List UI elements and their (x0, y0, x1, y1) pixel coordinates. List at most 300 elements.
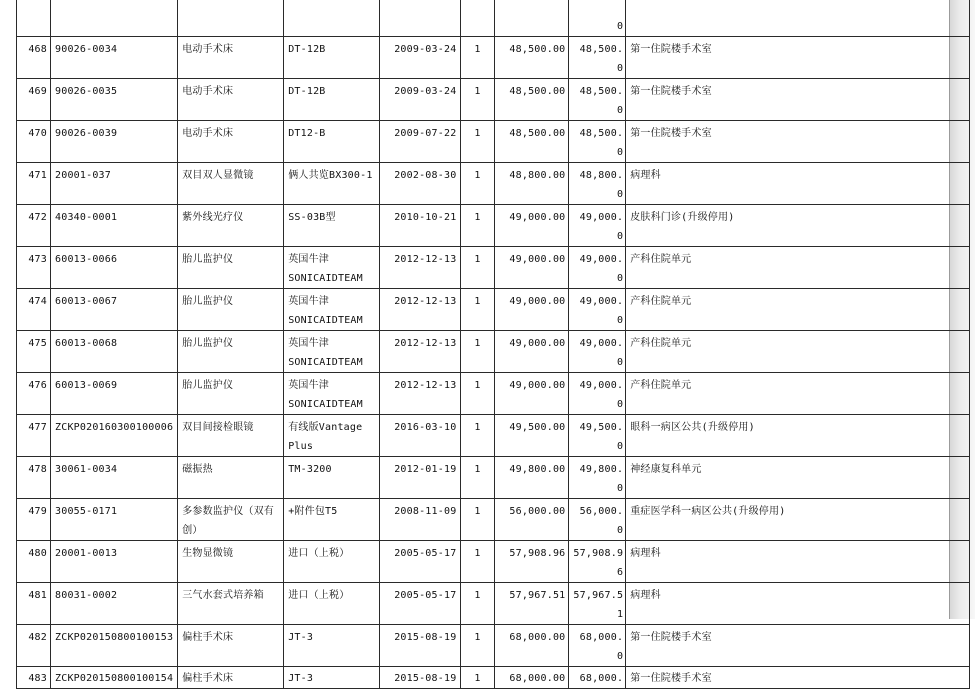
cell-name (178, 121, 284, 163)
cell-model-text: 有线版Vantage (288, 422, 363, 433)
cell-dept (626, 583, 970, 625)
table-row (17, 289, 970, 331)
cell-date-text: 2012-12-13 (394, 296, 457, 307)
cell-dept (626, 79, 970, 121)
cell-total-text-line2: 1 (616, 609, 624, 620)
cell-no (17, 79, 51, 121)
cell-qty (461, 457, 495, 499)
cell-price-text: 49,000.00 (509, 296, 566, 307)
cell-total-text: 49,000. (579, 380, 624, 391)
cell-price-text: 49,000.00 (509, 338, 566, 349)
cell-total (569, 205, 626, 247)
cell-code (51, 205, 178, 247)
table-row (17, 457, 970, 499)
cell-model (284, 79, 380, 121)
cell-no (17, 0, 51, 37)
cell-name-text: 多参数监护仪（双有 (182, 506, 275, 517)
cell-code-text: ZCKP020150800100153 (55, 632, 174, 643)
cell-qty-text: 1 (474, 673, 481, 684)
cell-code (51, 499, 178, 541)
cell-model-text: 英国牛津 (288, 338, 330, 349)
cell-total (569, 247, 626, 289)
cell-dept-text: 第一住院楼手术室 (630, 632, 712, 643)
cell-model-text: DT12-B (288, 128, 326, 139)
cell-no (17, 667, 51, 689)
cell-code (51, 373, 178, 415)
cell-qty (461, 163, 495, 205)
cell-total (569, 457, 626, 499)
cell-total (569, 0, 626, 37)
cell-no (17, 541, 51, 583)
total-line2: 0 (616, 21, 624, 32)
cell-date (380, 541, 461, 583)
cell-total-text-line2: 0 (616, 441, 624, 452)
cell-price (495, 247, 569, 289)
cell-name (178, 79, 284, 121)
cell-name (178, 457, 284, 499)
cell-model-text-line2: SONICAIDTEAM (288, 315, 363, 326)
cell-total-text: 48,500. (579, 128, 624, 139)
cell-model-text: 进口（上税） (288, 548, 350, 559)
cell-no-text: 482 (28, 632, 47, 643)
cell-dept (626, 331, 970, 373)
cell-code-text: 90026-0034 (55, 44, 118, 55)
cell-model-text: 英国牛津 (288, 296, 330, 307)
cell-total-text-line2: 0 (616, 525, 624, 536)
cell-dept-text: 产科住院单元 (630, 254, 692, 265)
cell-qty-text: 1 (474, 338, 481, 349)
cell-code-text: 60013-0069 (55, 380, 118, 391)
cell-total-text-line2: 0 (616, 105, 624, 116)
cell-total-text-line2: 0 (616, 399, 624, 410)
cell-no-text: 468 (28, 44, 47, 55)
cell-date-text: 2015-08-19 (394, 632, 457, 643)
cell-name (178, 0, 284, 37)
cell-price (495, 0, 569, 37)
cell-qty-text: 1 (474, 464, 481, 475)
cell-price-text: 68,000.00 (509, 673, 566, 684)
cell-dept-text: 第一住院楼手术室 (630, 86, 712, 97)
cell-name-text: 偏柱手术床 (182, 632, 234, 643)
cell-date-text: 2002-08-30 (394, 170, 457, 181)
cell-total (569, 583, 626, 625)
cell-total-text: 57,908.9 (573, 548, 624, 559)
cell-total (569, 331, 626, 373)
cell-qty-text: 1 (474, 548, 481, 559)
cell-date (380, 79, 461, 121)
cell-total-text-line2: 0 (616, 357, 624, 368)
cell-qty-text: 1 (474, 590, 481, 601)
cell-model-text: SS-03B型 (288, 212, 336, 223)
cell-qty (461, 37, 495, 79)
cell-no (17, 247, 51, 289)
table-body (17, 0, 970, 689)
cell-total (569, 667, 626, 689)
cell-model (284, 541, 380, 583)
cell-price (495, 37, 569, 79)
cell-model-text-line2: SONICAIDTEAM (288, 357, 363, 368)
cell-price (495, 331, 569, 373)
cell-price-text: 48,500.00 (509, 86, 566, 97)
table-row (17, 247, 970, 289)
cell-date-text: 2012-12-13 (394, 254, 457, 265)
cell-total-text: 49,000. (579, 296, 624, 307)
cell-no (17, 163, 51, 205)
cell-dept-text: 神经康复科单元 (630, 464, 702, 475)
cell-price (495, 205, 569, 247)
cell-qty (461, 331, 495, 373)
cell-no-text: 469 (28, 86, 47, 97)
cell-date-text: 2009-03-24 (394, 44, 457, 55)
cell-code-text: 90026-0035 (55, 86, 118, 97)
cell-code (51, 121, 178, 163)
cell-no (17, 289, 51, 331)
cell-dept-text: 病理科 (630, 170, 661, 181)
table-row (17, 667, 970, 689)
cell-price (495, 289, 569, 331)
cell-total-text-line2: 0 (616, 147, 624, 158)
cell-dept (626, 0, 970, 37)
cell-price-text: 48,800.00 (509, 170, 566, 181)
cell-no (17, 415, 51, 457)
cell-no (17, 205, 51, 247)
cell-total-text: 57,967.5 (573, 590, 624, 601)
cell-dept-text: 皮肤科门诊(升级停用) (630, 212, 735, 223)
cell-code-text: ZCKP020160300100006 (55, 422, 174, 433)
table-row-fragment (17, 0, 970, 37)
cell-code (51, 0, 178, 37)
cell-no (17, 499, 51, 541)
cell-date-text: 2016-03-10 (394, 422, 457, 433)
cell-model-text-line2: SONICAIDTEAM (288, 273, 363, 284)
cell-date (380, 625, 461, 667)
cell-total-text: 48,500. (579, 86, 624, 97)
cell-date-text: 2012-01-19 (394, 464, 457, 475)
cell-model (284, 457, 380, 499)
table-row (17, 541, 970, 583)
cell-price-text: 49,000.00 (509, 254, 566, 265)
cell-total-text-line2: 0 (616, 315, 624, 326)
cell-dept (626, 289, 970, 331)
cell-dept-text: 产科住院单元 (630, 296, 692, 307)
table-row (17, 205, 970, 247)
cell-qty (461, 121, 495, 163)
cell-no (17, 625, 51, 667)
cell-total (569, 37, 626, 79)
cell-dept-text: 产科住院单元 (630, 338, 692, 349)
cell-name (178, 373, 284, 415)
cell-date-text: 2012-12-13 (394, 380, 457, 391)
cell-dept (626, 163, 970, 205)
cell-name (178, 415, 284, 457)
cell-name (178, 499, 284, 541)
cell-qty (461, 499, 495, 541)
cell-code-text: 80031-0002 (55, 590, 118, 601)
cell-total-text: 49,500. (579, 422, 624, 433)
cell-model-text: +附件包T5 (288, 506, 338, 517)
cell-name-text: 生物显微镜 (182, 548, 234, 559)
cell-model-text-line2: Plus (288, 441, 314, 452)
cell-date (380, 583, 461, 625)
cell-no-text: 472 (28, 212, 47, 223)
cell-qty-text: 1 (474, 422, 481, 433)
cell-code (51, 37, 178, 79)
cell-name (178, 583, 284, 625)
cell-qty-text: 1 (474, 86, 481, 97)
cell-dept (626, 205, 970, 247)
cell-date (380, 289, 461, 331)
cell-total (569, 415, 626, 457)
cell-total (569, 289, 626, 331)
cell-price-text: 57,967.51 (509, 590, 566, 601)
cell-name-text: 电动手术床 (182, 86, 234, 97)
cell-date-text: 2015-08-19 (394, 673, 457, 684)
cell-name-text: 电动手术床 (182, 44, 234, 55)
cell-qty-text: 1 (474, 380, 481, 391)
cell-no-text: 477 (28, 422, 47, 433)
cell-no (17, 583, 51, 625)
cell-name-text: 胎儿监护仪 (182, 380, 234, 391)
cell-name-text: 电动手术床 (182, 128, 234, 139)
cell-total-text: 68,000. (579, 673, 624, 684)
cell-total-text-line2: 0 (616, 63, 624, 74)
cell-dept (626, 37, 970, 79)
cell-price-text: 48,500.00 (509, 44, 566, 55)
cell-date (380, 499, 461, 541)
cell-dept-text: 病理科 (630, 590, 661, 601)
cell-model (284, 205, 380, 247)
cell-price-text: 48,500.00 (509, 128, 566, 139)
cell-no (17, 373, 51, 415)
cell-price-text: 56,000.00 (509, 506, 566, 517)
cell-total (569, 541, 626, 583)
cell-code-text: 40340-0001 (55, 212, 118, 223)
cell-price-text: 49,000.00 (509, 212, 566, 223)
cell-no-text: 475 (28, 338, 47, 349)
cell-dept-text: 病理科 (630, 548, 661, 559)
cell-code-text: 60013-0068 (55, 338, 118, 349)
cell-code (51, 289, 178, 331)
cell-name-text: 胎儿监护仪 (182, 296, 234, 307)
cell-no (17, 121, 51, 163)
cell-name (178, 289, 284, 331)
cell-model (284, 415, 380, 457)
cell-date-text: 2009-07-22 (394, 128, 457, 139)
cell-qty (461, 205, 495, 247)
cell-total (569, 625, 626, 667)
cell-model (284, 583, 380, 625)
cell-name-text: 双目双人显微镜 (182, 170, 254, 181)
cell-price (495, 415, 569, 457)
cell-total (569, 163, 626, 205)
cell-no-text: 470 (28, 128, 47, 139)
cell-code (51, 541, 178, 583)
cell-dept (626, 499, 970, 541)
cell-qty-text: 1 (474, 254, 481, 265)
cell-model-text: JT-3 (288, 632, 314, 643)
cell-model (284, 289, 380, 331)
cell-date-text: 2005-05-17 (394, 590, 457, 601)
cell-total-text: 49,000. (579, 212, 624, 223)
cell-code-text: 90026-0039 (55, 128, 118, 139)
cell-no-text: 476 (28, 380, 47, 391)
cell-total-text: 68,000. (579, 632, 624, 643)
cell-name (178, 625, 284, 667)
cell-date (380, 457, 461, 499)
cell-price-text: 49,800.00 (509, 464, 566, 475)
cell-date-text: 2009-03-24 (394, 86, 457, 97)
cell-qty (461, 415, 495, 457)
cell-date (380, 121, 461, 163)
cell-name (178, 247, 284, 289)
cell-model-text: DT-12B (288, 44, 326, 55)
cell-date-text: 2012-12-13 (394, 338, 457, 349)
cell-model-text: 俩人共览BX300-1 (288, 170, 373, 181)
cell-total-text-line2: 0 (616, 231, 624, 242)
cell-no-text: 478 (28, 464, 47, 475)
cell-dept-text: 眼科一病区公共(升级停用) (630, 422, 755, 433)
cell-dept-text: 重症医学科一病区公共(升级停用) (630, 506, 786, 517)
cell-price (495, 79, 569, 121)
cell-date (380, 667, 461, 689)
cell-date-text: 2005-05-17 (394, 548, 457, 559)
cell-name (178, 541, 284, 583)
cell-price-text: 68,000.00 (509, 632, 566, 643)
cell-qty (461, 373, 495, 415)
cell-total-text: 49,000. (579, 254, 624, 265)
cell-date (380, 0, 461, 37)
table-row (17, 37, 970, 79)
cell-total-text-line2: 6 (616, 567, 624, 578)
cell-total-text-line2: 0 (616, 273, 624, 284)
cell-price (495, 583, 569, 625)
cell-price (495, 667, 569, 689)
cell-no-text: 479 (28, 506, 47, 517)
cell-dept (626, 625, 970, 667)
cell-total-text-line2: 0 (616, 483, 624, 494)
cell-code-text: ZCKP020150800100154 (55, 673, 174, 684)
cell-price-text: 57,908.96 (509, 548, 566, 559)
table-row (17, 583, 970, 625)
cell-total-text-line2: 0 (616, 189, 624, 200)
cell-total (569, 373, 626, 415)
cell-qty-text: 1 (474, 296, 481, 307)
cell-code (51, 247, 178, 289)
cell-date (380, 373, 461, 415)
cell-code (51, 625, 178, 667)
cell-name-text: 磁振热 (182, 464, 213, 475)
cell-qty (461, 79, 495, 121)
cell-name (178, 37, 284, 79)
cell-name-text: 胎儿监护仪 (182, 254, 234, 265)
cell-model-text: JT-3 (288, 673, 314, 684)
cell-no-text: 473 (28, 254, 47, 265)
cell-no-text: 471 (28, 170, 47, 181)
table-row (17, 499, 970, 541)
cell-code (51, 583, 178, 625)
cell-model (284, 0, 380, 37)
cell-code-text: 20001-0013 (55, 548, 118, 559)
cell-model (284, 247, 380, 289)
cell-date (380, 163, 461, 205)
cell-dept-text: 第一住院楼手术室 (630, 128, 712, 139)
cell-name (178, 205, 284, 247)
cell-price (495, 163, 569, 205)
cell-code (51, 415, 178, 457)
cell-qty (461, 625, 495, 667)
table-row (17, 415, 970, 457)
cell-date-text: 2008-11-09 (394, 506, 457, 517)
cell-name-text: 偏柱手术床 (182, 673, 234, 684)
cell-qty (461, 667, 495, 689)
cell-model-text: TM-3200 (288, 464, 332, 475)
cell-model-text: 英国牛津 (288, 380, 330, 391)
cell-dept-text: 第一住院楼手术室 (630, 673, 712, 684)
cell-date (380, 37, 461, 79)
cell-code (51, 79, 178, 121)
cell-total-text: 49,800. (579, 464, 624, 475)
cell-name-text-line2: 创） (182, 525, 203, 536)
table-row (17, 121, 970, 163)
equipment-table (16, 0, 970, 689)
table-row (17, 331, 970, 373)
cell-model (284, 373, 380, 415)
cell-code-text: 60013-0067 (55, 296, 118, 307)
cell-name (178, 331, 284, 373)
cell-total (569, 79, 626, 121)
cell-price (495, 541, 569, 583)
cell-qty-text: 1 (474, 212, 481, 223)
cell-total-text: 49,000. (579, 338, 624, 349)
cell-name-text: 紫外线光疗仪 (182, 212, 244, 223)
cell-no-text: 480 (28, 548, 47, 559)
cell-date-text: 2010-10-21 (394, 212, 457, 223)
cell-total-text: 48,500. (579, 44, 624, 55)
cell-code (51, 667, 178, 689)
cell-price-text: 49,500.00 (509, 422, 566, 433)
cell-qty-text: 1 (474, 44, 481, 55)
cell-price (495, 121, 569, 163)
cell-date (380, 331, 461, 373)
cell-code-text: 30055-0171 (55, 506, 118, 517)
cell-dept (626, 121, 970, 163)
cell-price (495, 373, 569, 415)
cell-price (495, 457, 569, 499)
cell-dept (626, 415, 970, 457)
cell-price (495, 625, 569, 667)
cell-no-text: 481 (28, 590, 47, 601)
cell-model (284, 121, 380, 163)
cell-dept (626, 457, 970, 499)
cell-name (178, 667, 284, 689)
cell-date (380, 205, 461, 247)
cell-code-text: 30061-0034 (55, 464, 118, 475)
cell-no (17, 331, 51, 373)
cell-price (495, 499, 569, 541)
cell-name-text: 胎儿监护仪 (182, 338, 234, 349)
cell-model (284, 331, 380, 373)
cell-dept (626, 541, 970, 583)
cell-name-text: 三气水套式培养箱 (182, 590, 264, 601)
cell-qty (461, 583, 495, 625)
cell-model (284, 499, 380, 541)
cell-model (284, 37, 380, 79)
cell-no-text: 483 (28, 673, 47, 684)
cell-total (569, 121, 626, 163)
cell-total-text: 48,800. (579, 170, 624, 181)
cell-name-text: 双目间接检眼镜 (182, 422, 254, 433)
cell-qty-text: 1 (474, 632, 481, 643)
